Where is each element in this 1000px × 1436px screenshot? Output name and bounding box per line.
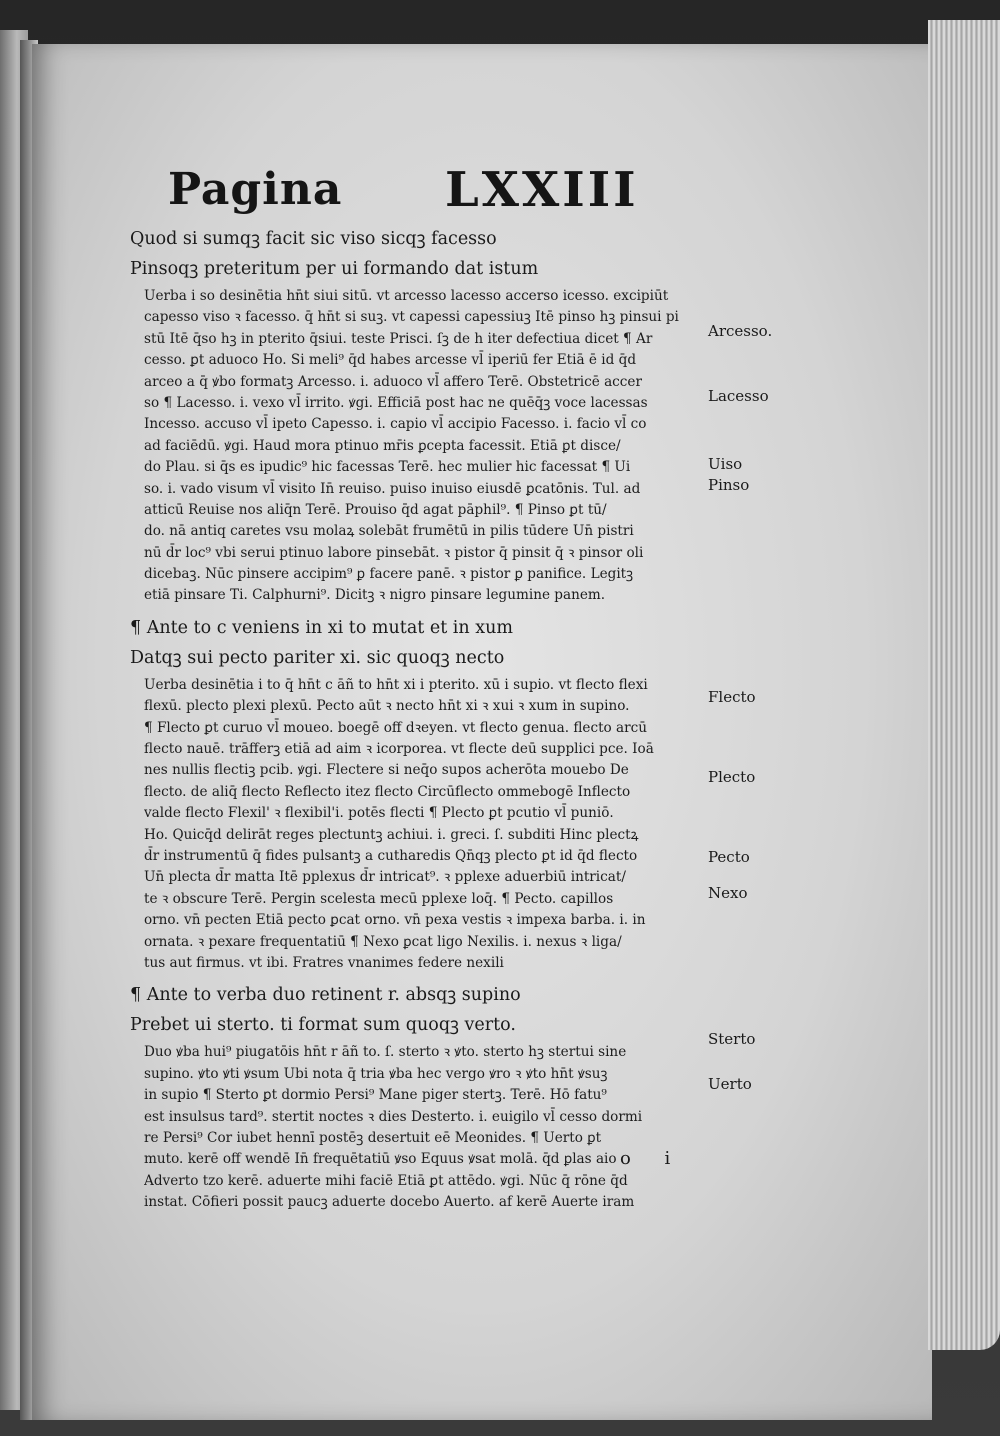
section-3 — [100, 982, 800, 1213]
page-text — [100, 150, 800, 1221]
commentary-line: in supio ¶ Sterto ꝑt dormio Persi⁹ Mane piger stertꝫ. Terē. Hō fatu⁹ — [144, 1087, 607, 1104]
margin-note: Uiso — [708, 455, 743, 473]
commentary-line: Duo ꝟba hui⁹ piugatōis hn̄t r āñ to. ſ. sterto ꝛ ꝟto. sterto hꝫ stertui sine — [144, 1044, 627, 1061]
commentary-line: flecto nauē. trāfferꝫ etiā ad aim ꝛ icorporea. vt flecte deū supplici pce. Ioā — [144, 741, 654, 758]
commentary-line: supino. ꝟto ꝟti ꝟsum Ubi nota q̄ tria ꝟba hec vergo ꝟro ꝛ ꝟto hn̄t ꝟsuꝫ — [144, 1065, 608, 1082]
commentary-line: Adverto tzo kerē. aduerte mihi faciē Etiā ꝑt attēdo. ꝟgi. Nūc q̄ rōne q̄d — [144, 1172, 628, 1189]
commentary-line: stū Itē q̄so hꝫ in pterito q̄siui. teste Prisci. ſꝫ de h iter defectiua dicet ¶ Ar — [144, 330, 653, 347]
margin-note: Nexo — [708, 884, 748, 902]
page-stack-edges — [928, 20, 1000, 1350]
margin-note: Pecto — [708, 848, 750, 866]
commentary-block — [144, 286, 764, 607]
running-head — [100, 150, 800, 220]
commentary-line: nes nullis flectiꝫ pcib. ꝟgi. Flectere si neq̄o supos acherōta mouebo De — [144, 762, 629, 779]
commentary-line: cesso. ꝑt aduoco Ho. Si meli⁹ q̄d habes arcesse vl̄ iperiū fer Etiā ē id q̄d — [144, 352, 637, 369]
verse-line: ¶ Ante to c veniens in xi to mutat et in xum — [130, 617, 513, 638]
margin-note: Pinso — [708, 476, 750, 494]
commentary-line: est insulsus tard⁹. stertit noctes ꝛ dies Desterto. i. euigilo vl̄ cesso dormi — [144, 1108, 643, 1125]
section-1 — [100, 226, 800, 607]
commentary-line: dicebaꝫ. Nūc pinsere accipim⁹ ꝑ facere panē. ꝛ pistor ꝑ panifice. Legitꝫ — [144, 566, 634, 583]
verse-line: Quod si sumqꝫ facit sic viso sicqꝫ facesso — [130, 229, 497, 249]
commentary-line: orno. vn̄ pecten Etiā pecto ꝑcat orno. vn̄ pexa vestis ꝛ impexa barba. i. in — [144, 912, 646, 929]
commentary-line: Incesso. accuso vl̄ ipeto Capesso. i. capio vl̄ accipio Facesso. i. facio vl̄ co — [144, 416, 647, 433]
commentary-line: do Plau. si q̄s es ipudic⁹ hic facessas Terē. hec mulier hic facessat ¶ Ui — [144, 459, 631, 476]
verse-line: ¶ Ante to verba duo retinent r. absqꝫ supino — [130, 985, 521, 1006]
verse-line: Pinsoqꝫ preteritum per ui formando dat istum — [130, 259, 539, 279]
commentary-line: do. nā antiq caretes vsu molaꝝ solebāt frumētū in pilis tūdere Un̄ pistri — [144, 523, 634, 540]
margin-note: Uerto — [708, 1075, 752, 1093]
commentary-line: d̄r instrumentū q̄ fides pulsantꝫ a cutharedis Qn̄qꝫ plecto ꝑt id q̄d flecto — [144, 847, 638, 864]
commentary-line: Uerba i so desinētia hn̄t siui sitū. vt arcesso lacesso accerso icesso. excipiūt — [144, 288, 669, 304]
commentary-line: arceo a q̄ ꝟbo formatꝫ Arcesso. i. aduoco vl̄ affero Terē. Obstetricē accer — [144, 373, 642, 390]
commentary-line: so ¶ Lacesso. i. vexo vl̄ irrito. ꝟgi. Efficiā post hac ne quēq̄ꝫ voce lacessas — [144, 394, 648, 411]
commentary-line: etiā pinsare Ti. Calphurni⁹. Dicitꝫ ꝛ nigro pinsare legumine panem. — [144, 587, 606, 604]
commentary-line: so. i. vado visum vl̄ visito In̄ reuiso. puiso inuiso eiusdē ꝑcatōnis. Tul. ad — [144, 480, 641, 497]
commentary-line: flexū. plecto plexi plexū. Pecto aūt ꝛ necto hn̄t xi ꝛ xui ꝛ xum in supino. — [144, 698, 630, 715]
commentary-line: flecto. de aliq̄ flecto Reflecto itez flecto Circūflecto ommebogē Inflecto — [144, 783, 631, 800]
commentary-line: instat. Cōfieri possit paucꝫ aduerte docebo Auerto. af kerē Auerte iram — [144, 1194, 635, 1211]
commentary-line: ¶ Flecto ꝑt curuo vl̄ moueo. boegē off dꝛeyen. vt flecto genua. flecto arcū — [144, 719, 648, 736]
commentary-line: ornata. ꝛ pexare frequentatiū ¶ Nexo ꝑcat ligo Nexilis. i. nexus ꝛ liga/ — [144, 933, 622, 950]
commentary-line: ad faciēdū. ꝟgi. Haud mora ptinuo mr̄is ꝑcepta facessit. Etiā ꝑt disce/ — [144, 437, 621, 454]
commentary-line: Un̄ plecta d̄r matta Itē pplexus d̄r intricat⁹. ꝛ pplexe aduerbiū intricat/ — [144, 869, 626, 886]
signature-mark: o i — [620, 1148, 685, 1169]
margin-note: Lacesso — [708, 387, 769, 405]
commentary-line: valde flecto Flexil' ꝛ flexibil'i. potēs flecti ¶ Plecto ꝑt pcutio vl̄ puniō. — [144, 805, 614, 822]
commentary-line: re Persi⁹ Cor iubet hennī postēꝫ desertuit eē Meonides. ¶ Uerto ꝑt — [144, 1129, 602, 1146]
commentary-line: muto. kerē off wendē In̄ frequētatiū ꝟso Equus ꝟsat molā. q̄d ꝑlas aio — [144, 1151, 617, 1168]
commentary-line: nū d̄r loc⁹ vbi serui ptinuo labore pinsebāt. ꝛ pistor q̄ pinsit q̄ ꝛ pinsor oli — [144, 544, 644, 561]
commentary-block — [144, 1042, 764, 1213]
verse-line: Datqꝫ sui pecto pariter xi. sic quoqꝫ necto — [130, 647, 505, 668]
margin-note: Arcesso. — [708, 322, 773, 340]
commentary-block — [144, 675, 764, 974]
folio-number: LXXIII — [445, 162, 639, 218]
section-2 — [100, 615, 800, 974]
commentary-line: atticū Reuise nos aliq̄n Terē. Prouiso q̄d agat pāphil⁹. ¶ Pinso ꝑt tū/ — [144, 501, 607, 518]
margin-note: Plecto — [708, 768, 756, 786]
commentary-line: Uerba desinētia i to q̄ hn̄t c āñ to hn̄t xi i pterito. xū i supio. vt flecto flexi — [144, 676, 648, 693]
margin-note: Flecto — [708, 688, 756, 706]
head-word: Pagina — [168, 164, 343, 215]
commentary-line: te ꝛ obscure Terē. Pergin scelesta mecū pplexe loq̄. ¶ Pecto. capillos — [144, 890, 614, 907]
commentary-line: Ho. Quicq̄d delirāt reges plectuntꝫ achiui. i. greci. ſ. subditi Hinc plectꝝ — [144, 826, 639, 843]
verse-line: Prebet ui sterto. ti format sum quoqꝫ verto. — [130, 1015, 516, 1036]
commentary-line: tus aut firmus. vt ibi. Fratres vnanimes federe nexili — [144, 954, 504, 971]
commentary-line: capesso viso ꝛ facesso. q̄ hn̄t si suꝫ. vt capessi capessiuꝫ Itē pinso hꝫ pinsui pi — [144, 309, 679, 326]
margin-note: Sterto — [708, 1030, 756, 1048]
